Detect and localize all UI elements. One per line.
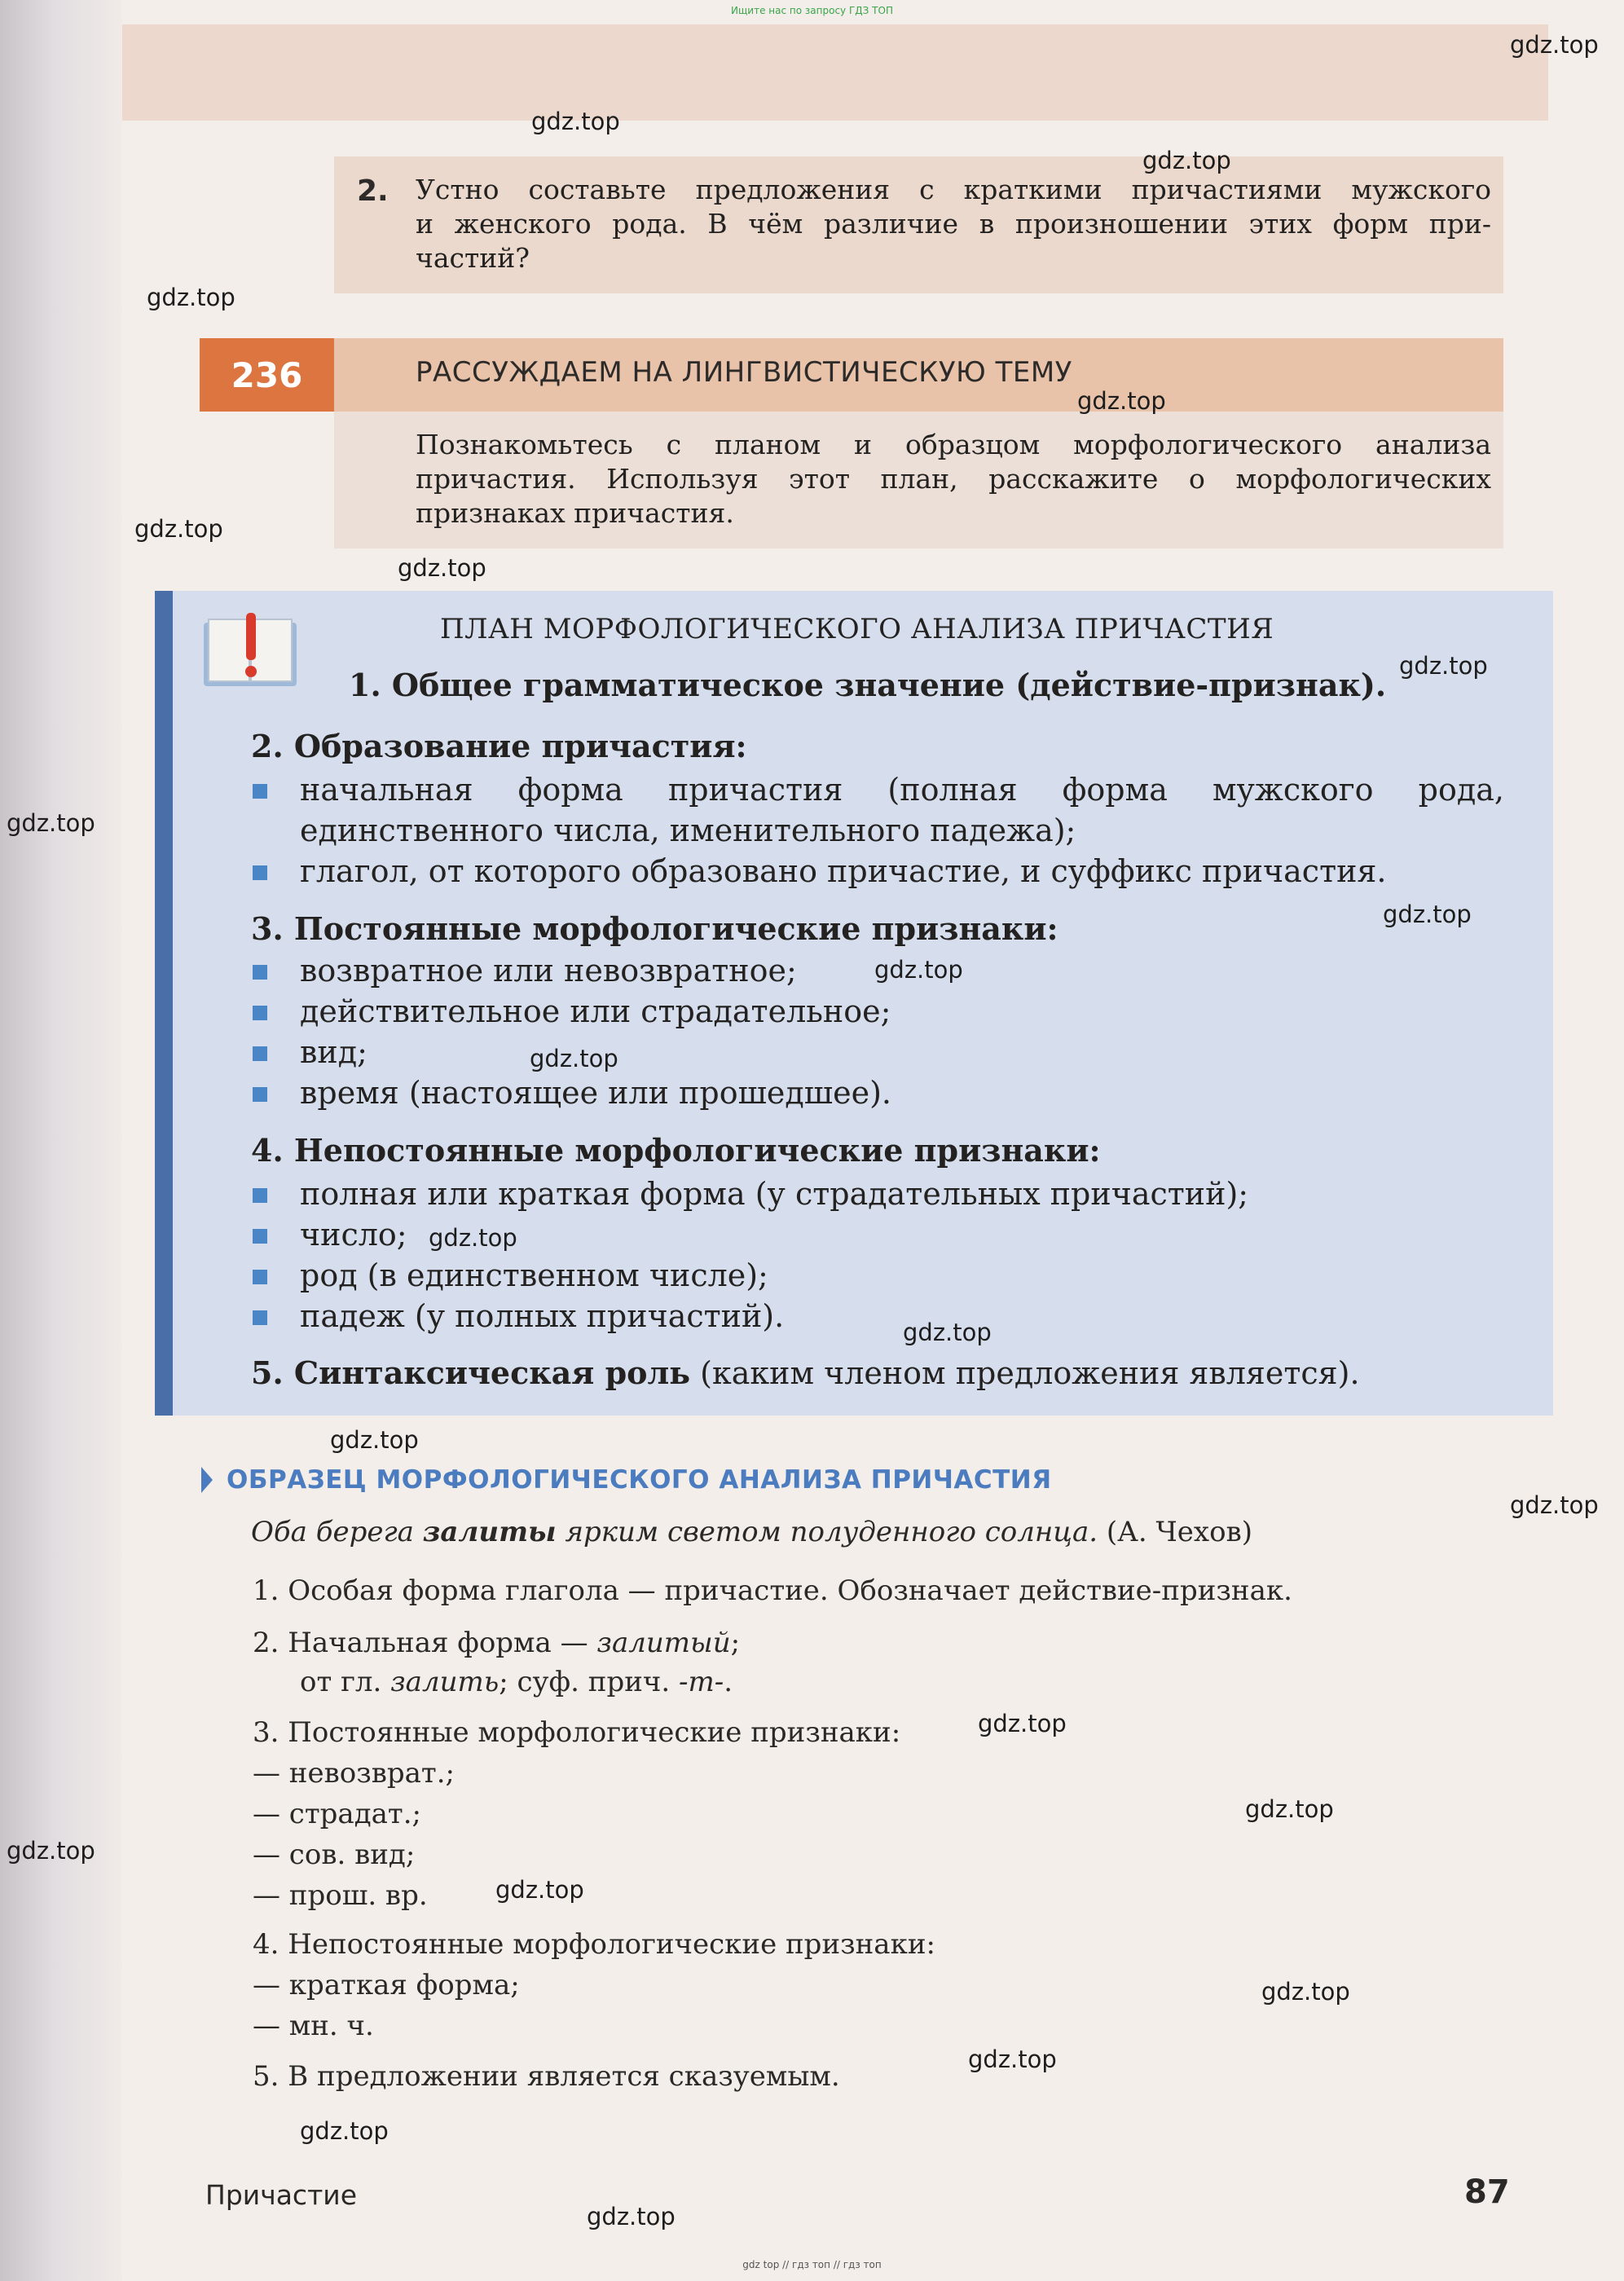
task-line: Устно составьте предложения с краткими причастиями мужского [416,174,1491,205]
watermark: gdz.top [1510,1491,1599,1519]
sentence-part: Оба берега [251,1516,423,1548]
sample-subpoint: — прош. вр. [253,1879,428,1912]
exercise-line: признаках причастия. [416,497,734,529]
bullet-square [253,784,267,799]
sample-subpoint: — невозврат.; [253,1757,455,1790]
sample-subpoint: — страдат.; [253,1798,421,1830]
exercise-number-badge: 236 [200,338,334,412]
plan-subitem: число; [300,1217,407,1253]
watermark: gdz.top [531,108,620,135]
watermark: gdz.top [398,554,486,582]
watermark: gdz.top [587,2203,676,2230]
book-spine [0,0,122,2281]
point-italic: залить [390,1666,500,1698]
point-italic: -т- [678,1666,724,1698]
watermark: gdz.top [968,2045,1057,2073]
task-number: 2. [357,174,389,208]
point-text: от гл. [300,1666,391,1698]
bullet-square [253,1270,267,1284]
sample-point-4: 4. Непостоянные морфологические признаки: [253,1928,935,1961]
watermark: gdz.top [903,1319,992,1346]
watermark: gdz.top [1510,31,1599,59]
plan-item-5-rest: (каким членом предложения является). [690,1355,1360,1391]
plan-subitem: время (настоящее или прошедшее). [300,1075,891,1111]
plan-subitem: единственного числа, именительного падежа); [300,812,1076,848]
bottom-note: gdz top // гдз топ // гдз топ [742,2259,882,2270]
plan-item-1: 1. Общее грамматическое значение (действие-признак). [349,667,1387,703]
exercise-body [334,412,1503,548]
plan-item-2: 2. Образование причастия: [251,728,747,764]
task-text [416,173,1491,275]
bullet-square [253,1087,267,1102]
triangle-marker-icon [201,1467,213,1493]
sample-point-3: 3. Постоянные морфологические признаки: [253,1716,901,1749]
page-number: 87 [1464,2173,1510,2211]
exercise-line: причастия. Используя этот план, расскажите о морфологических [416,463,1491,495]
plan-subitem: полная или краткая форма (у страдательных причастий); [300,1176,1249,1212]
watermark: gdz.top [1399,652,1488,680]
watermark: gdz.top [7,1837,95,1865]
bullet-square [253,1006,267,1020]
exercise-text [416,428,1491,531]
plan-item-3: 3. Постоянные морфологические признаки: [251,910,1058,947]
bullet-square [253,865,267,880]
top-band [122,24,1548,121]
sample-point-1: 1. Особая форма глагола — причастие. Обозначает действие-признак. [253,1574,1292,1607]
watermark: gdz.top [1383,901,1472,928]
plan-item-5 [251,1354,1360,1391]
watermark: gdz.top [495,1876,584,1904]
bullet-square [253,965,267,980]
sample-subpoint: — мн. ч. [253,2010,374,2042]
top-note: Ищите нас по запросу ГДЗ ТОП [731,5,893,16]
exercise-header [334,338,1503,412]
point-text: 2. Начальная форма — [253,1627,597,1659]
plan-subitem: род (в единственном числе); [300,1257,768,1293]
bullet-square [253,1046,267,1061]
task-2-block [334,156,1503,293]
watermark: gdz.top [1142,147,1231,174]
sample-title: ОБРАЗЕЦ МОРФОЛОГИЧЕСКОГО АНАЛИЗА ПРИЧАСТИЯ [227,1465,1052,1495]
plan-subitem: возвратное или невозвратное; [300,953,797,989]
bullet-square [253,1229,267,1244]
plan-subitem: начальная форма причастия (полная форма мужского рода, [300,772,1504,808]
plan-subitem: вид; [300,1034,367,1070]
sentence-author: (А. Чехов) [1098,1516,1252,1548]
task-line: частий? [416,242,530,274]
bullet-square [253,1188,267,1203]
sample-point-2-line-2 [300,1666,733,1698]
watermark: gdz.top [1245,1795,1334,1823]
task-line: и женского рода. В чём различие в произношении этих форм при- [416,208,1491,240]
plan-item-5-bold: 5. Синтаксическая роль [251,1354,691,1391]
watermark: gdz.top [978,1710,1067,1737]
sample-point-2 [253,1627,740,1659]
watermark: gdz.top [134,515,223,543]
plan-accent-bar [155,591,173,1416]
point-italic: залитый [596,1627,731,1659]
watermark: gdz.top [7,809,95,837]
sample-subpoint: — сов. вид; [253,1838,416,1871]
sentence-participle: залиты [422,1516,557,1548]
sentence-part: ярким светом полуденного солнца. [556,1516,1098,1548]
plan-item-4: 4. Непостоянные морфологические признаки: [251,1132,1101,1169]
sample-subpoint: — краткая форма; [253,1969,520,2001]
plan-title: ПЛАН МОРФОЛОГИЧЕСКОГО АНАЛИЗА ПРИЧАСТИЯ [440,613,1274,645]
footer-section-title: Причастие [205,2179,358,2211]
watermark: gdz.top [147,284,235,311]
watermark: gdz.top [429,1224,517,1252]
watermark: gdz.top [1261,1978,1350,2006]
point-text: . [724,1666,733,1698]
watermark: gdz.top [874,956,963,984]
point-text: ; суф. прич. [499,1666,679,1698]
plan-subitem: действительное или страдательное; [300,993,891,1029]
bullet-square [253,1310,267,1325]
plan-subitem: глагол, от которого образовано причастие, и суффикс причастия. [300,853,1387,889]
plan-subitem: падеж (у полных причастий). [300,1298,785,1334]
sample-point-5: 5. В предложении является сказуемым. [253,2060,840,2093]
watermark: gdz.top [330,1426,419,1454]
watermark: gdz.top [530,1045,618,1072]
watermark: gdz.top [300,2117,389,2145]
watermark: gdz.top [1077,387,1166,415]
exclamation-book-icon [202,613,298,688]
point-text: ; [730,1627,741,1659]
sample-sentence [251,1516,1252,1548]
exercise-title: РАССУЖДАЕМ НА ЛИНГВИСТИЧЕСКУЮ ТЕМУ [416,356,1072,389]
exercise-line: Познакомьтесь с планом и образцом морфологического анализа [416,429,1491,460]
